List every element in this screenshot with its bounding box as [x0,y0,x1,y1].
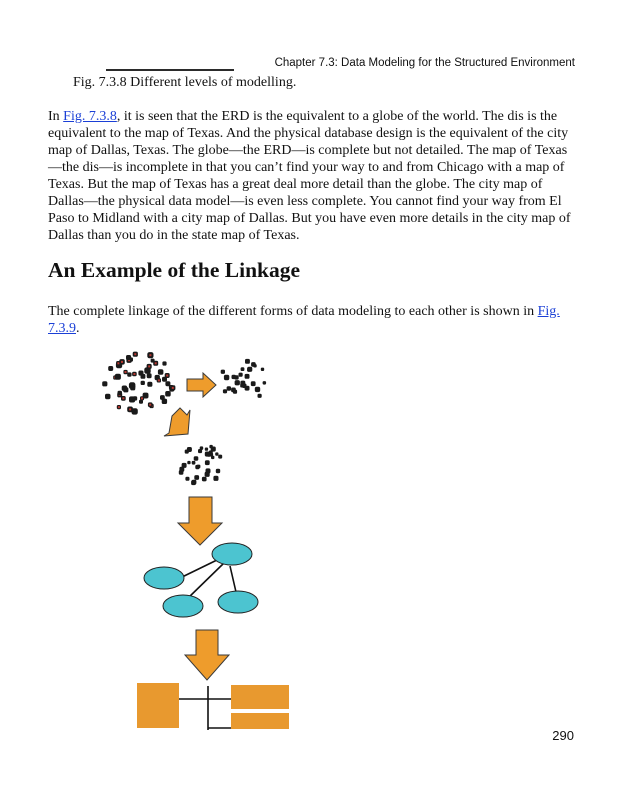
page-number: 290 [552,728,574,743]
scatter-dot [148,402,153,407]
scatter-dot [200,446,204,450]
scatter-cluster-dis [221,359,266,398]
table-block [231,713,289,729]
scatter-dot [191,480,196,485]
entity-ellipse [218,591,258,613]
section-heading: An Example of the Linkage [48,258,301,282]
scatter-dot [133,352,138,357]
scatter-dot [251,381,256,386]
scatter-dot [149,404,153,408]
scatter-dot [144,367,150,373]
scatter-dot [138,371,143,376]
scatter-cluster-physical [179,445,222,485]
scatter-dot [231,388,236,393]
header-rule [106,69,234,71]
scatter-dot [261,368,264,371]
scatter-dot [119,359,125,365]
paragraph-1 [48,108,578,244]
scatter-dot [162,377,167,382]
scatter-dot [129,357,133,361]
scatter-dot-marker [114,377,116,379]
scatter-dot [157,378,161,382]
scatter-dot-marker [128,359,130,361]
figure-caption: Fig. 7.3.8 Different levels of modelling. [73,75,297,90]
scatter-dot [117,392,122,397]
scatter-dot-marker [149,404,151,406]
scatter-dot [139,400,143,404]
scatter-dot [192,461,196,465]
scatter-dot [206,468,211,473]
scatter-dot [205,448,208,451]
table-block [137,683,179,728]
relationship-line [178,560,217,579]
scatter-dot [162,399,167,404]
entity-ellipse [144,567,184,589]
scatter-dot [247,368,251,372]
arrow-down-icon [185,630,229,680]
scatter-dot [235,380,240,385]
scatter-dot-marker [122,397,124,399]
scatter-dot-marker [149,354,151,356]
scatter-dot [255,387,260,392]
scatter-dot [127,372,131,376]
scatter-dot [215,452,218,455]
scatter-dot [185,450,189,454]
scatter-cluster-erd [102,352,175,415]
scatter-dot [102,381,107,386]
scatter-dot-marker [158,379,160,381]
scatter-dot-marker [133,373,135,375]
scatter-dot [233,390,237,394]
scatter-dot [126,355,131,360]
scatter-dot [207,453,210,456]
scatter-dot [123,387,128,392]
scatter-dot [258,394,262,398]
scatter-dot [160,395,165,400]
scatter-dot [141,374,146,379]
scatter-dot [155,375,160,380]
scatter-dot [143,393,149,399]
arrow-right-icon [187,373,216,397]
scatter-dot [195,465,199,469]
arrow-down-icon [178,497,222,545]
scatter-dot [147,382,152,387]
scatter-dot-marker [134,353,136,355]
scatter-dot [245,374,250,379]
scatter-dot [179,470,184,475]
scatter-dot [147,352,153,358]
scatter-dot [187,447,192,452]
scatter-dot [223,389,227,393]
scatter-dot [187,461,190,464]
scatter-dot [165,373,170,378]
scatter-dot [234,375,238,379]
running-head: Chapter 7.3: Data Modeling for the Structured Environment [274,57,575,69]
scatter-dot-marker [148,365,150,367]
fig-7-3-9-link[interactable]: Fig. 7.3.9 [48,304,560,336]
scatter-dot-marker [129,408,131,410]
scatter-dot [153,361,158,366]
scatter-dot [211,447,216,452]
scatter-dot-marker [119,394,121,396]
scatter-dot-marker [166,375,168,377]
scatter-dot [240,381,245,386]
scatter-dot [169,387,174,392]
scatter-dot-marker [125,371,127,373]
scatter-dot [162,361,166,365]
scatter-dot-marker [141,397,143,399]
scatter-dot [116,362,122,368]
paragraph-1-prefix: In [48,109,64,124]
scatter-dot [129,382,136,389]
scatter-dot [108,366,113,371]
scatter-dot [216,469,220,473]
scatter-dot [192,480,197,485]
scatter-dot [247,367,252,372]
scatter-dot [147,373,152,378]
scatter-dot-marker [170,386,172,388]
scatter-dot [245,359,250,364]
scatter-dot [127,407,133,413]
scatter-dot [221,370,225,374]
scatter-dot [169,385,174,390]
scatter-dot [147,364,152,369]
entity-relationship-diagram [144,543,258,617]
scatter-dot [239,373,243,377]
scatter-dot [202,477,207,482]
scatter-dot [179,467,184,472]
scatter-dot [170,385,175,390]
scatter-dot-marker [171,388,173,390]
scatter-dot [118,391,123,396]
scatter-dot [241,367,245,371]
scatter-dot-marker [172,387,174,389]
fig-7-3-8-link[interactable]: Fig. 7.3.8 [63,109,117,124]
scatter-dot [198,449,202,453]
scatter-dot [211,456,214,459]
scatter-dot [197,465,201,469]
scatter-dot [242,384,247,389]
scatter-dot [165,391,171,397]
scatter-dot [224,375,229,380]
scatter-dot [115,374,121,380]
paragraph-2 [48,303,578,337]
scatter-dot [158,369,164,375]
paragraph-1-text: , it is seen that the ERD is the equivalent to a globe of the world. The dis is the equivalent to the map of Texas. And the physical database design is the equivalent of the city map of Dallas, Texas. The globe—the ERD—is complete but not detailed. The map of Texas—the dis—is incomplete in that you can’t find your way to and from Chicago with a map of Texas. But the map of Texas has a great deal more detail than the globe. The city map of Dallas—the physical data model—is even less complete. You cannot find your way from El Paso to Midland with a city map of Dallas. But you have even more details in the city map of Dallas than you do in the state map of Texas. [48,109,571,243]
scatter-dot [227,386,232,391]
scatter-dot [194,456,199,461]
relationship-line [186,563,224,600]
scatter-dot [205,460,210,465]
scatter-dot [263,381,267,385]
paragraph-2-text: The complete linkage of the different forms of data modeling to each other is shown in [48,304,538,319]
scatter-dot [113,375,117,379]
scatter-dot-marker [151,405,153,407]
relationship-line [230,566,236,592]
scatter-dot [130,385,135,390]
scatter-dot-marker [121,361,123,363]
scatter-dot-marker [117,362,119,364]
arrow-down-right-icon [164,408,190,436]
scatter-dot [165,381,170,386]
scatter-dot [117,405,121,409]
scatter-dot [116,361,121,366]
paragraph-2-suffix: . [76,321,80,336]
scatter-dot [240,384,244,388]
scatter-dot [185,477,189,481]
scatter-dot [132,372,137,377]
scatter-dot [126,358,131,363]
physical-design-diagram [137,683,289,730]
scatter-dot [213,476,218,481]
scatter-dot [205,452,210,457]
scatter-dot-marker [118,406,120,408]
scatter-dot [209,453,213,457]
scatter-dot [251,362,256,367]
scatter-dot [140,396,144,400]
scatter-dot [245,386,250,391]
scatter-dot [209,445,212,448]
scatter-dot [133,396,137,400]
scatter-dot [105,394,111,400]
scatter-dot [182,463,187,468]
table-block [231,685,289,709]
scatter-dot [122,386,127,391]
scatter-dot [232,375,236,379]
entity-ellipse [163,595,203,617]
scatter-dot [209,450,213,454]
entity-ellipse [212,543,252,565]
scatter-dot [253,364,256,367]
scatter-dot [129,396,135,402]
scatter-dot [205,472,210,477]
scatter-dot [141,381,145,385]
scatter-dot [218,455,222,459]
scatter-dot [151,359,155,363]
scatter-dot [121,396,126,401]
scatter-dot [123,370,127,374]
scatter-dot [132,408,138,414]
scatter-dot-marker [155,362,157,364]
scatter-dot [194,475,199,480]
